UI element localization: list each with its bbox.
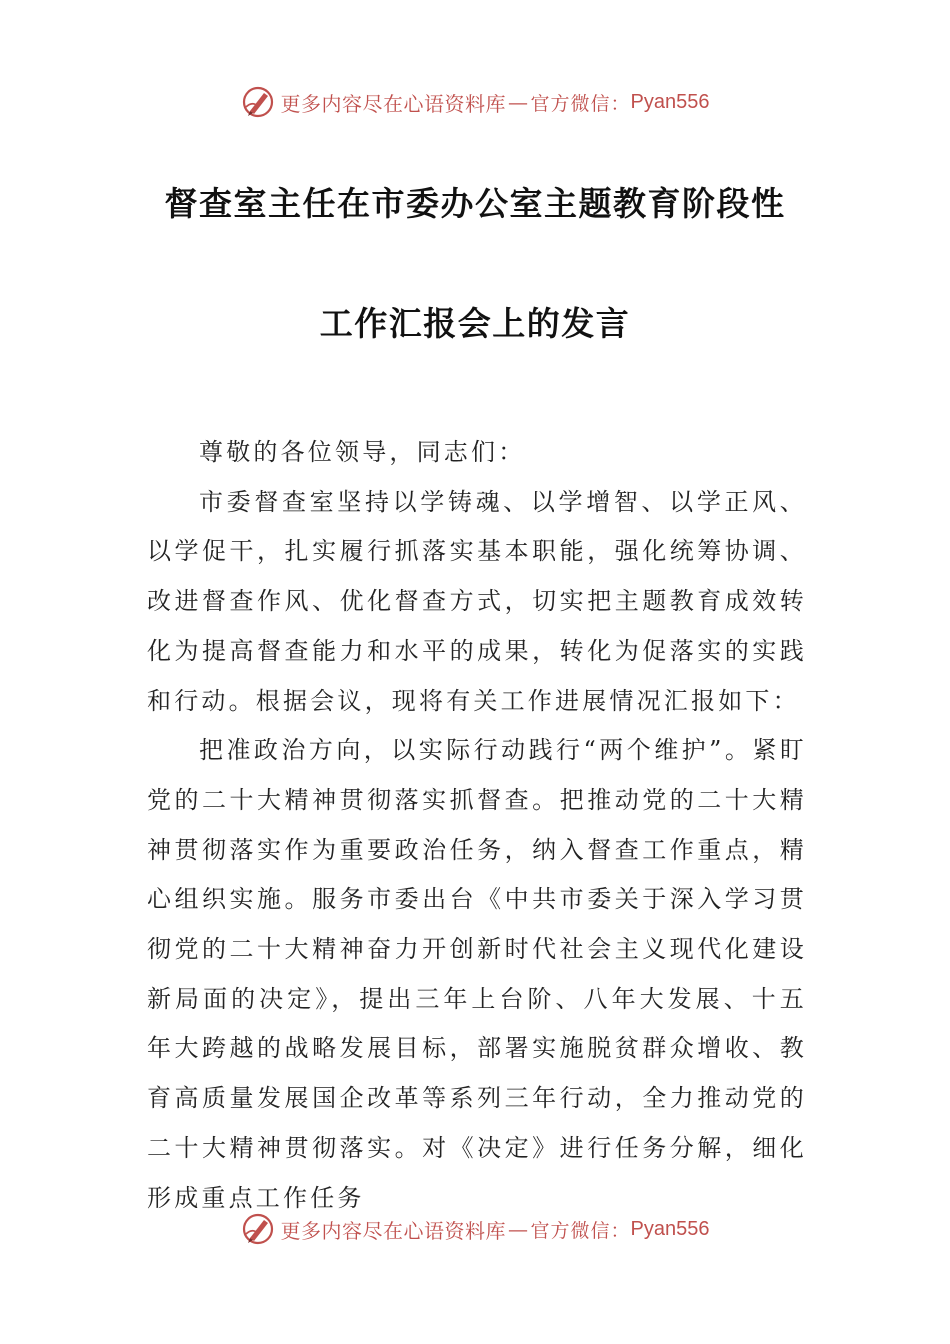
- header-banner: [0, 82, 950, 122]
- salutation: 尊敬的各位领导，同志们：: [199, 438, 526, 466]
- banner-site-name: 更多内容尽在心语资料库: [280, 91, 506, 116]
- body-paragraph-2: 把准政治方向，以实际行动践行“两个维护”。紧盯党的二十大精神贯彻落实抓督查。把推动党的二十大精神贯彻落实作为重要政治任务，纳入督查工作重点，精心组织实施。服务市委出台《中共市委关于深入学习贯彻党的二十大精神奋力开创新时代社会主义现代化建设新局面的决定》，提出三年上台阶、八年大发展、十五年大跨越的战略发展目标，部署实施脱贫群众增收、教育高质量发展国企改革等系列三年行动，全力推动党的二十大精神贯彻落实。对《决定》进行任务分解，细化形成重点工作任务: [147, 736, 807, 1212]
- banner-dash: —: [508, 1217, 529, 1241]
- document-title-line-2: 工作汇报会上的发言: [319, 304, 631, 343]
- document-title-line-1: 督查室主任在市委办公室主题教育阶段性: [164, 184, 786, 223]
- pen-logo-icon: [241, 1212, 275, 1246]
- body-paragraph-1: 市委督查室坚持以学铸魂、以学增智、以学正风、以学促干，扎实履行抓落实基本职能，强化统筹协调、改进督查作风、优化督查方式，切实把主题教育成效转化为提高督查能力和水平的成果，转化为促落实的实践和行动。根据会议，现将有关工作进展情况汇报如下：: [147, 487, 807, 715]
- banner-wechat-label: 官方微信：: [530, 92, 631, 115]
- banner-wechat-id: Pyan556: [630, 1217, 710, 1240]
- document-body: [147, 428, 807, 1223]
- banner-site-name: 更多内容尽在心语资料库: [280, 1218, 506, 1243]
- banner-dash: —: [508, 90, 529, 114]
- footer-banner: [0, 1209, 950, 1249]
- pen-logo-icon: [241, 85, 275, 119]
- banner-wechat-label: 官方微信：: [530, 1219, 631, 1242]
- banner-wechat-id: Pyan556: [630, 90, 710, 113]
